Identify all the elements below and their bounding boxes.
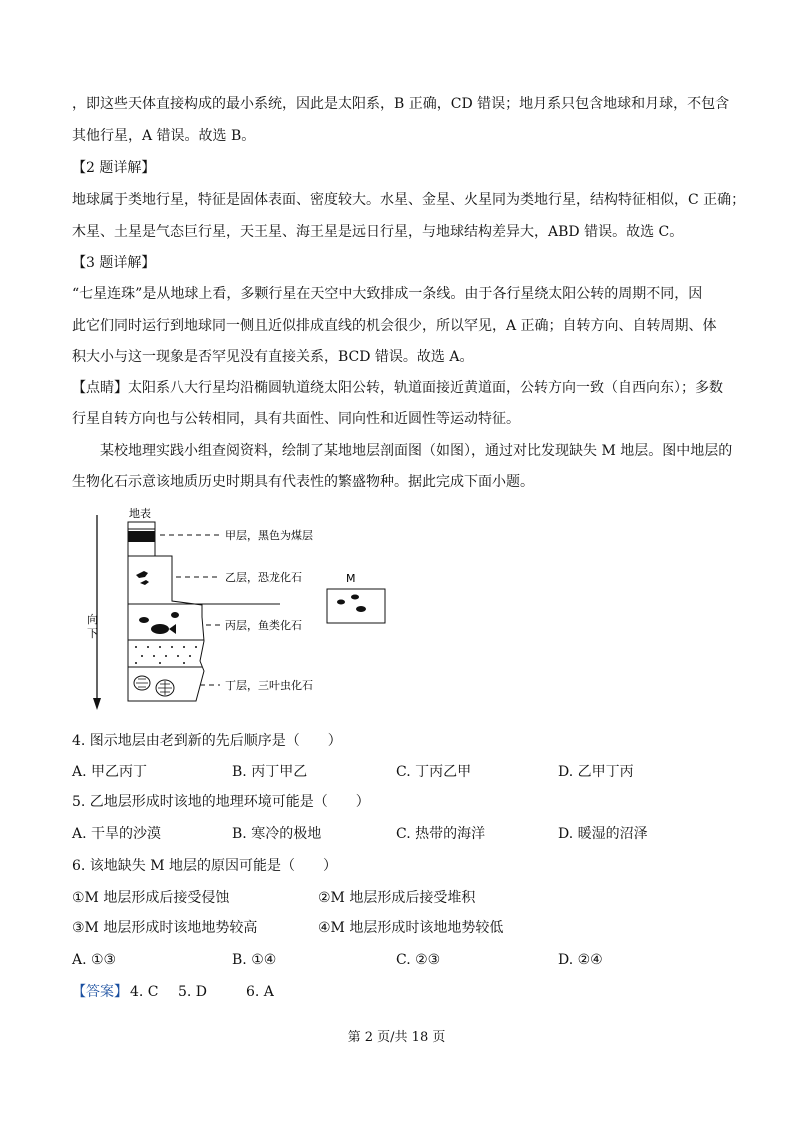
- arrow-label-2: 下: [87, 627, 98, 640]
- statement-4: ④M 地层形成时该地地势较低: [318, 920, 504, 936]
- option-b[interactable]: B. 寒冷的极地: [232, 826, 322, 842]
- option-a[interactable]: A. 甲乙丙丁: [72, 764, 148, 780]
- stratigraphic-figure: [80, 505, 400, 715]
- layer-bing-label: 丙层，鱼类化石: [225, 619, 302, 632]
- text-line: ，即这些天体直接构成的最小系统，因此是太阳系，B 正确，CD 错误；地月系只包含地球和月球，不包含: [72, 96, 730, 112]
- fish-fossil: [356, 606, 366, 612]
- coal-seam: [128, 531, 155, 542]
- option-d[interactable]: D. 乙甲丁丙: [558, 764, 634, 780]
- column-outline: [128, 522, 204, 701]
- statement-1: ①M 地层形成后接受侵蚀: [72, 890, 230, 906]
- down-arrow-head: [93, 698, 101, 710]
- text-line: “七星连珠”是从地球上看，多颗行星在天空中大致排成一条线。由于各行星绕太阳公转的周期不同，因: [72, 286, 703, 302]
- option-b[interactable]: B. ①④: [232, 952, 277, 968]
- fish-fossil: [151, 624, 169, 634]
- text-line: 行星自转方向也与公转相同，具有共面性、同向性和近圆性等运动特征。: [72, 411, 520, 427]
- statement-3: ③M 地层形成时该地地势较高: [72, 920, 258, 936]
- text-line: 地球属于类地行星，特征是固体表面、密度较大。水星、金星、火星同为类地行星，结构特征相似，C 正确；: [72, 192, 746, 208]
- option-d[interactable]: D. ②④: [558, 952, 603, 968]
- text-line: 生物化石示意该地质历史时期具有代表性的繁盛物种。据此完成下面小题。: [72, 474, 534, 490]
- option-d[interactable]: D. 暖湿的沼泽: [558, 826, 648, 842]
- option-a[interactable]: A. ①③: [72, 952, 117, 968]
- fish-fossil: [351, 595, 359, 600]
- answer-item: 4. C: [130, 984, 159, 1000]
- option-b[interactable]: B. 丙丁甲乙: [232, 764, 308, 780]
- m-layer-label: M: [346, 572, 356, 585]
- layer-ding-label: 丁层，三叶虫化石: [225, 679, 313, 692]
- answer-item: 6. A: [246, 984, 274, 1000]
- text-line: 此它们同时运行到地球同一侧且近似排成直线的机会很少，所以罕见，A 正确；自转方向、自转周期、体: [72, 318, 717, 334]
- layer-jia-label: 甲层，黑色为煤层: [225, 529, 313, 542]
- option-c[interactable]: C. 丁丙乙甲: [396, 764, 472, 780]
- arrow-label-1: 向: [87, 613, 98, 626]
- key-point-line: 【点睛】太阳系八大行星均沿椭圆轨道绕太阳公转，轨道面接近黄道面，公转方向一致（自西向东）；多数: [72, 380, 723, 396]
- fish-fossil: [337, 600, 345, 605]
- m-layer-box: [327, 589, 385, 623]
- question-stem: 4. 图示地层由老到新的先后顺序是（ ）: [72, 733, 342, 749]
- text-line: 其他行星，A 错误。故选 B。: [72, 128, 256, 144]
- section-heading: 【2 题详解】: [72, 160, 156, 176]
- layer-yi-label: 乙层，恐龙化石: [225, 571, 302, 584]
- page-footer: 第 2 页/共 18 页: [347, 1030, 446, 1045]
- text-line: 积大小与这一现象是否罕见没有直接关系，BCD 错误。故选 A。: [72, 349, 474, 365]
- option-c[interactable]: C. 热带的海洋: [396, 826, 486, 842]
- section-heading: 【3 题详解】: [72, 255, 156, 271]
- text-line: 某校地理实践小组查阅资料，绘制了某地地层剖面图（如图），通过对比发现缺失 M 地层。图中地层的: [100, 443, 733, 459]
- question-stem: 5. 乙地层形成时该地的地理环境可能是（ ）: [72, 794, 370, 810]
- surface-label: 地表: [129, 507, 151, 520]
- question-stem: 6. 该地缺失 M 地层的原因可能是（ ）: [72, 858, 338, 874]
- stratigraphic-diagram: [80, 505, 400, 715]
- fish-fossil: [171, 612, 179, 618]
- answer-label: 【答案】: [72, 984, 128, 1000]
- option-c[interactable]: C. ②③: [396, 952, 441, 968]
- fish-fossil: [139, 617, 149, 623]
- answer-item: 5. D: [178, 984, 208, 1000]
- statement-2: ②M 地层形成后接受堆积: [318, 890, 476, 906]
- text-line: 木星、土星是气态巨行星，天王星、海王星是远日行星，与地球结构差异大，ABD 错误。故选 C。: [72, 224, 684, 240]
- option-a[interactable]: A. 干旱的沙漠: [72, 826, 162, 842]
